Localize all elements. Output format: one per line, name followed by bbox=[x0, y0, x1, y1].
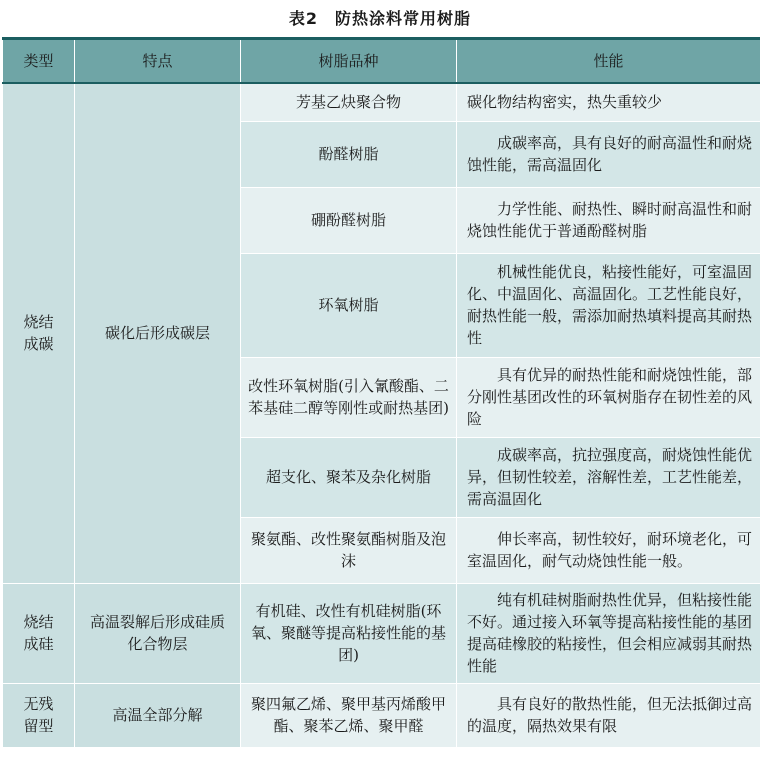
type-cell bbox=[3, 583, 75, 683]
header-resin: 树脂品种 bbox=[241, 39, 457, 84]
type-line: 成碳 bbox=[23, 335, 54, 354]
resin-cell: 聚四氟乙烯、聚甲基丙烯酸甲酯、聚苯乙烯、聚甲醛 bbox=[241, 683, 457, 747]
type-line: 烧结 bbox=[23, 613, 54, 631]
performance-cell: 成碳率高，具有良好的耐高温性和耐烧蚀性能，需高温固化 bbox=[457, 121, 760, 187]
resin-cell: 改性环氧树脂(引入氰酸酯、二苯基硅二醇等刚性或耐热基团) bbox=[241, 357, 457, 437]
resin-cell: 硼酚醛树脂 bbox=[241, 187, 457, 253]
performance-cell: 成碳率高，抗拉强度高，耐烧蚀性能优异，但韧性较差，溶解性差，工艺性能差，需高温固化 bbox=[457, 437, 760, 517]
type-line: 留型 bbox=[23, 717, 54, 735]
performance-cell: 纯有机硅树脂耐热性优异，但粘接性能不好。通过接入环氧等提高粘接性能的基团提高硅橡胶的粘接性，但会相应减弱其耐热性能 bbox=[457, 583, 760, 683]
header-type: 类型 bbox=[3, 39, 75, 84]
feature-cell: 高温裂解后形成硅质化合物层 bbox=[75, 583, 241, 683]
performance-cell: 具有良好的散热性能，但无法抵御过高的温度，隔热效果有限 bbox=[457, 683, 760, 747]
type-line: 无残 bbox=[23, 695, 54, 713]
resin-cell: 酚醛树脂 bbox=[241, 121, 457, 187]
feature-cell: 碳化后形成碳层 bbox=[75, 83, 241, 583]
performance-cell: 碳化物结构密实，热失重较少 bbox=[457, 83, 760, 121]
type-cell bbox=[3, 683, 75, 747]
resin-cell: 超支化、聚苯及杂化树脂 bbox=[241, 437, 457, 517]
table-row bbox=[3, 583, 760, 683]
header-feature: 特点 bbox=[75, 39, 241, 84]
type-line: 烧结 bbox=[23, 313, 54, 332]
type-cell bbox=[3, 83, 75, 583]
resin-cell: 聚氨酯、改性聚氨酯树脂及泡沫 bbox=[241, 517, 457, 583]
resin-table bbox=[2, 37, 760, 748]
feature-cell: 高温全部分解 bbox=[75, 683, 241, 747]
performance-cell: 具有优异的耐热性能和耐烧蚀性能，部分刚性基团改性的环氧树脂存在韧性差的风险 bbox=[457, 357, 760, 437]
header-performance: 性能 bbox=[457, 39, 760, 84]
resin-cell: 有机硅、改性有机硅树脂(环氧、聚醚等提高粘接性能的基团) bbox=[241, 583, 457, 683]
table-row bbox=[3, 83, 760, 121]
performance-cell: 机械性能优良，粘接性能好，可室温固化、中温固化、高温固化。工艺性能良好，耐热性能一般，需添加耐热填料提高其耐热性 bbox=[457, 253, 760, 357]
header-row bbox=[3, 39, 760, 84]
table-row bbox=[3, 683, 760, 747]
resin-cell: 芳基乙炔聚合物 bbox=[241, 83, 457, 121]
type-line: 成硅 bbox=[23, 635, 54, 653]
performance-cell: 力学性能、耐热性、瞬时耐高温性和耐烧蚀性能优于普通酚醛树脂 bbox=[457, 187, 760, 253]
performance-cell: 伸长率高，韧性较好，耐环境老化，可室温固化，耐气动烧蚀性能一般。 bbox=[457, 517, 760, 583]
resin-cell: 环氧树脂 bbox=[241, 253, 457, 357]
table-title: 表2 防热涂料常用树脂 bbox=[288, 9, 472, 28]
